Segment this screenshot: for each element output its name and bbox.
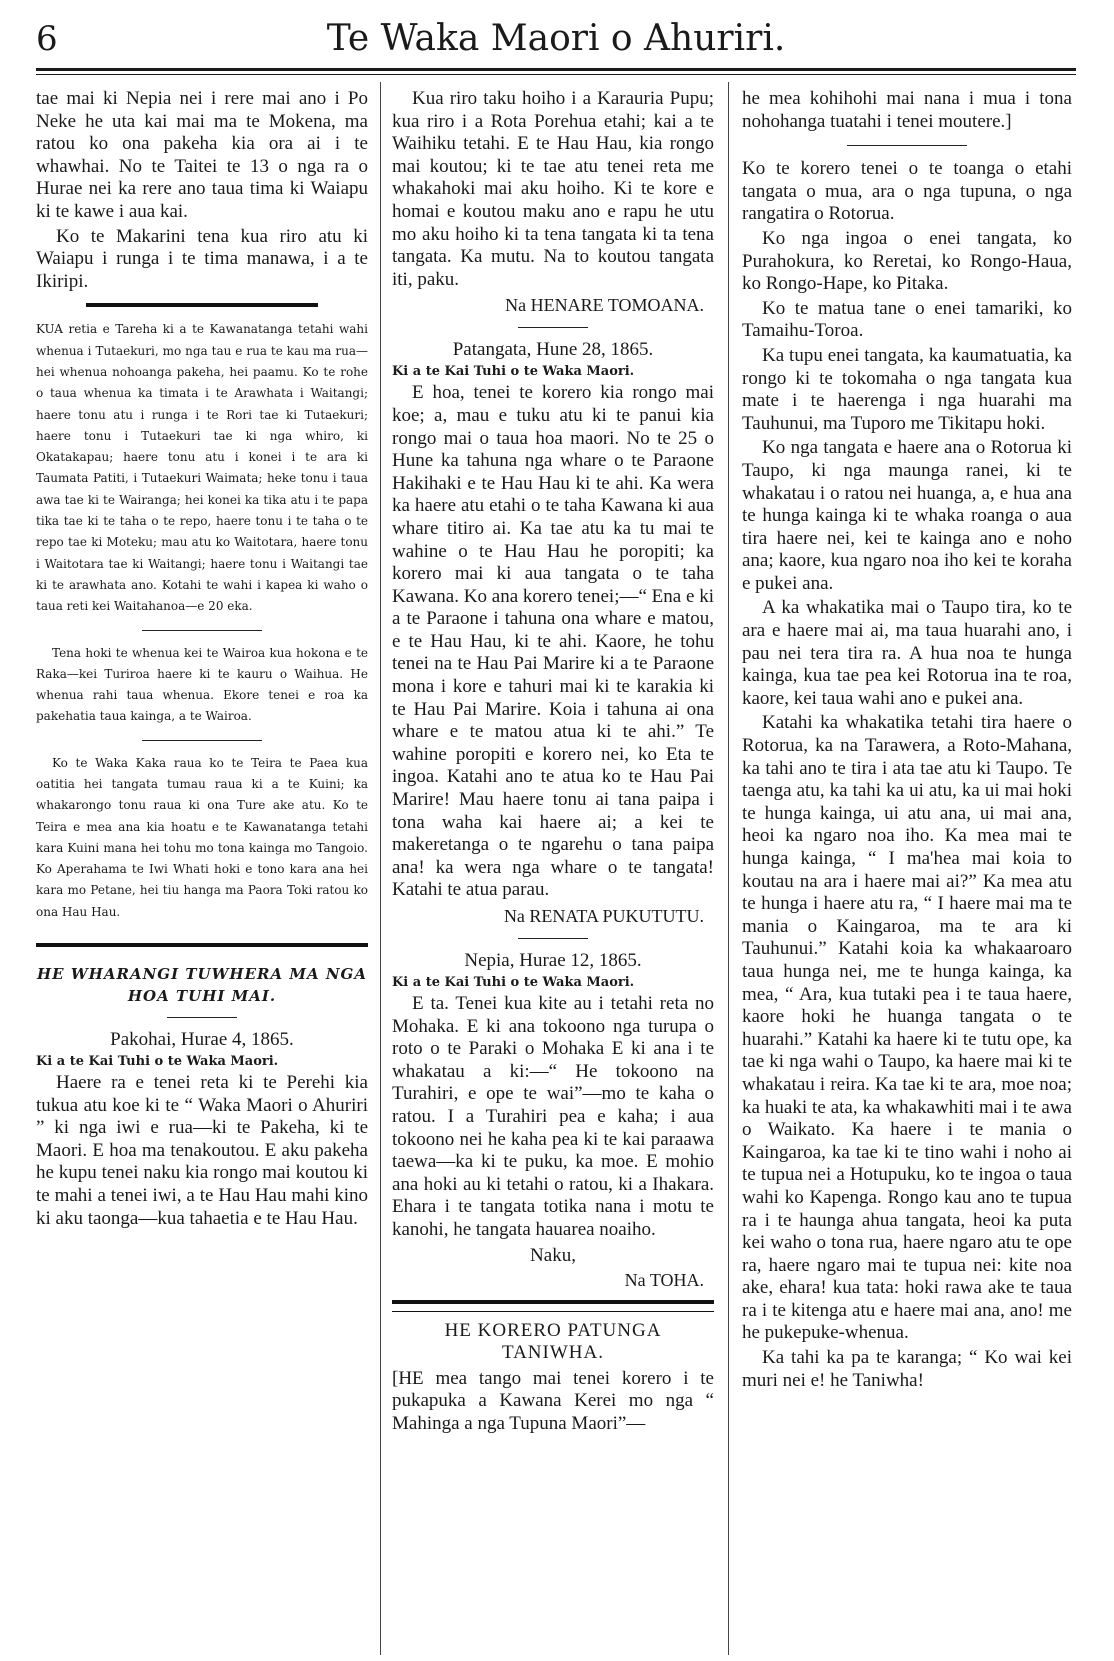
- section-bar: [392, 1300, 714, 1312]
- letter-dateline: Nepia, Hurae 12, 1865.: [464, 950, 642, 971]
- divider: [518, 938, 588, 939]
- letter-salutation: Ki a te Kai Tuhi o te Waka Maori.: [36, 1054, 279, 1070]
- letter-dateline: Patangata, Hune 28, 1865.: [452, 339, 654, 361]
- column-divider: [728, 82, 729, 1655]
- article-paragraph: Katahi ka whakatika tetahi tira haere o Rotorua, ka na Tarawera, a Roto-Mahana, ka tahi ano te tira i ata tae atu ki Taupo. Te taenga atu, ka tahi ka ui atu, ka ui mai hoki te hunga kainga, ui atu ana, ui mai ana, heoi ka ngaro noa iho. Ka mea mai te hunga kainga, “ I ma'hea mai koia to koutau na ara i haere mai ai?” Ka mea atu te hunga i haere atu ra, “ I haere mai ma te mania o Kaingaroa, ma te ara ki Tauhunui.” Katahi koia ka whakaaroaro taua hunga nei, me te hunga kainga, ka mea, “ Ara, kua tutaki pea i te taua haere, kaore hoki he huanga tangata o te huarahi.” Katahi ka haere ki te tutu ope, ka tae ki nga wahi o Taupo, ka haere mai ki te whakatau i reira. Ka tae ki te ara, moe noa; ka huaki te ata, ka whakawhiti mai i te awa o Waikato. Ka haere i te mania o Kaingaroa, ka tae ki te tino wahi i noho ai te tupua nei a Hotupuku, ko te ingoa o taua wahi ko Kapenga. Rongo kau ano te tupua ra i te haunga ahua tangata, heoi ka puta kei waho o tona rua, haere ngaro atu te ope ra, haere ngaro mai te tupua nei: kite noa ake, ehara! kua tata: hoki rawa ake te taua ra i te kitenga atu e haere mai ana, ano! me he pukepuke-whenua.: [742, 712, 1072, 1344]
- notice-paragraph: KUA retia e Tareha ki a te Kawanatanga tetahi wahi whenua i Tutaekuri, mo nga tau e rua te kau ma rua—hei whenua nohoanga pakeha, hei paamu. Ko te rohe o taua whenua ka timata i te Arawhata i Waitangi; haere tonu atu i runga i te Rori tae ki Tutaekuri; haere tonu i Tutaekuri tae ki nga whiro, ki Okatakapau; haere tonu atu i konei i te ara ki Taumata Patiti, i Tutaekuri Waimata; heke tonu i taua awa tae ki te Wairanga; hei konei ka tika atu i te papa tika tae ki te taha o te repo, haere tonu i te taha o te repo tae ki Moteku; mau atu ko Waitotara, haere tonu i Waitotara tae ki Waitangi; haere tonu i Waitangi tae ki te arawhata ano. Kotahi te wahi i kapea ki waho o taua reti kei Waitahanoa—e 20 eka.: [36, 322, 368, 614]
- column-1: [36, 88, 368, 1232]
- article-paragraph: Haere ra e tenei reta ki te Perehi kia tukua atu koe ki te “ Waka Maori o Ahuriri ” ki nga iwi e rua—ki te Pakeha, ki te Maori. E hoa ma tenakoutou. E aku pakeha he kupu tenei naku kia rongo mai koutou ki te mahi a tenei iwi, a te Hau Hau mahi kino ki aku taonga—kua tahaetia e te Hau Hau.: [36, 1072, 368, 1229]
- article-paragraph: Ka tahi ka pa te karanga; “ Ko wai kei muri nei e! he Taniwha!: [742, 1347, 1072, 1391]
- article-paragraph: E ta. Tenei kua kite au i tetahi reta no Mohaka. E ki ana tokoono nga turupa o roto o te Paraki o Mohaka E ki ana i te whakatau a ki:—“ He tokoono na Turahiri, e ope te wai”—mo te kaha o ratou. I a Turahiri pea e kaha; i aua tokoono nei he kaha pea ki te kai paraawa taewa—ka ki te puku, ka moe. E mohio ana hoki au ki tetahi o ratou, ki a Ihakara. Ehara i te tangata totika nana i motu te kanohi, he tangata hauarea noaiho.: [392, 993, 714, 1240]
- notice-paragraph: Ko te Waka Kaka raua ko te Teira te Paea kua oatitia hei tangata tumau raua ki a te Kuini; ka whakarongo tonu raua ki ona Ture ake atu. Ko te Teira e mea ana kia hoatu e te Kawanatanga tetahi kara Kuini mana hei tohu mo tona kainga mo Tangoio. Ko Aperahama te Iwi Whati hoki e tono kara ana hei kara mo Petane, hei tiu hanga ma Paora Toki ratou ko ona Hau Hau.: [36, 755, 368, 919]
- header-rule-thin: [36, 74, 1076, 75]
- page-number: 6: [36, 19, 58, 59]
- divider: [142, 630, 262, 631]
- divider: [167, 1017, 237, 1018]
- article-paragraph: [HE mea tango mai tenei korero i te pukapuka a Kawana Kerei mo nga “ Mahinga a nga Tupuna Maori”—: [392, 1367, 714, 1434]
- letter-dateline: Pakohai, Hurae 4, 1865.: [110, 1029, 294, 1051]
- article-paragraph: he mea kohihohi mai nana i mua i tona nohohanga tuatahi i tenei moutere.]: [742, 88, 1072, 132]
- article-paragraph: Kua riro taku hoiho i a Karauria Pupu; kua riro i a Rota Porehua etahi; kai a te Waihiku tetahi. E te Hau Hau, kia rongo mai koutou; ki te tae atu tenei reta me whakahoki mai aku hoiho. Ki te kore e homai e koutou maku ano e rapu he utu mo aku hoiho ki ta tena tangata ki ta tena tangata. Ka mutu. Na to koutou tangata iti, paku.: [392, 88, 714, 290]
- divider: [847, 145, 967, 146]
- newspaper-title: Te Waka Maori o Ahuriri.: [326, 18, 786, 59]
- article-paragraph: E hoa, tenei te korero kia rongo mai koe; a, mau e tuku atu ki te panui kia rongo mai o taua hoa maori. No te 25 o Hune ka tahuna nga whare o te Paraone Hakihaki e te Hau Hau ki te ahi. Ka wera ka haere atu etahi o te taha Kawana ki aua whare titiro ai. Ka tae atu ka tu mai te wahine o te Hau Hau he poropiti; ka korero mai ki aua tangata o te taha Kawana. Ko ana korero tenei;—“ Ena e ki a te Paraone i tahuna ona whare e matou, e te Hau Hau, ki te ahi. Kaore, he tohu tenei na te Hau Pai Marire ki a te Paraone mona i kore e tahuri mai ki te karakia ki te Hau Pai Marire. Koia i tahuna ai ona whare e te matou atua ki te ahi.” Te wahine poropiti e korero nei, ko Eta te ingoa. Katahi ano te atua ko te Hau Pai Marire! Mau haere tonu ai tana paipa i tona waha kai haere ai; a kei te makeretanga o te ngarehu o tana paipa ana! ka wera nga whare o te tangata! Katahi te atua parau.: [392, 382, 714, 901]
- section-bar: [86, 303, 318, 307]
- section-heading: HE WHARANGI TUWHERA MA NGA HOA TUHI MAI.: [37, 965, 367, 1006]
- article-paragraph: Ko nga ingoa o enei tangata, ko Purahokura, ko Reretai, ko Rongo-Haua, ko Rongo-Hape, ko Pitaka.: [742, 227, 1072, 295]
- article-paragraph: Ka tupu enei tangata, ka kaumatuatia, ka rongo ki te tokomaha o nga tangata kua mate i te haerenga i nga huarahi ma Tauhunui, ma Tuporo me Tikitapu hoki.: [742, 344, 1072, 434]
- signature: Na HENARE TOMOANA.: [505, 295, 704, 316]
- article-paragraph: Ko te korero tenei o te toanga o etahi tangata o mua, ara o nga tupuna, o nga rangatira o Rotorua.: [742, 158, 1072, 225]
- letter-salutation: Ki a te Kai Tuhi o te Waka Maori.: [392, 975, 635, 990]
- article-paragraph: tae mai ki Nepia nei i rere mai ano i Po Neke he uta kai mai ma te Mokena, ma ratou ko ona pakeha kia ora ai i te whawhai. No te Taitei te 13 o nga ra o Hurae nei ka rere ano taua tima ki Waiapu ki te kawe i aua kai.: [36, 88, 368, 222]
- masthead: [36, 14, 1076, 64]
- article-paragraph: Ko te matua tane o enei tamariki, ko Tamaihu-Toroa.: [742, 297, 1072, 342]
- header-rule-thick: [36, 68, 1076, 71]
- divider: [142, 740, 262, 741]
- column-3: [742, 88, 1072, 1394]
- divider: [518, 327, 588, 328]
- article-paragraph: Ko nga tangata e haere ana o Rotorua ki Taupo, ki nga maunga ranei, ki te whakatau i o ratou nei huanga, a, e hua ana te hunga kainga ki te whaka roanga o aua tira haere nei, kei te kainga ano e noho ana; kaore, kua ngaro noa iho kei te koraha e pukei ana.: [742, 437, 1072, 594]
- article-paragraph: Ko te Makarini tena kua riro atu ki Waiapu i runga i te tima manawa, i a te Ikiripi.: [36, 225, 368, 292]
- notice-paragraph: Tena hoki te whenua kei te Wairoa kua hokona e te Raka—kei Turiroa haere ki te kauru o Waihua. He whenua rahi taua whenua. Ekore tenei e roa ka pakehatia taua kainga, a te Wairoa.: [36, 645, 368, 724]
- column-2: [392, 88, 714, 1437]
- letter-closing: Naku,: [530, 1244, 576, 1266]
- article-paragraph: A ka whakatika mai o Taupo tira, ko te ara e haere mai ai, ma taua huarahi ano, i pau nei tera tira ra. A hua noa te hunga kainga, kua tae pea kei Rotorua ina te roa, kaore, kei taua wahi ano e pukei ana.: [742, 597, 1072, 709]
- signature: Na TOHA.: [624, 1269, 704, 1290]
- signature: Na RENATA PUKUTUTU.: [503, 906, 704, 926]
- letter-salutation: Ki a te Kai Tuhi o te Waka Maori.: [392, 364, 635, 380]
- section-bar: [36, 943, 368, 947]
- section-heading: HE KORERO PATUNGA TANIWHA.: [444, 1319, 662, 1363]
- column-divider: [380, 82, 381, 1655]
